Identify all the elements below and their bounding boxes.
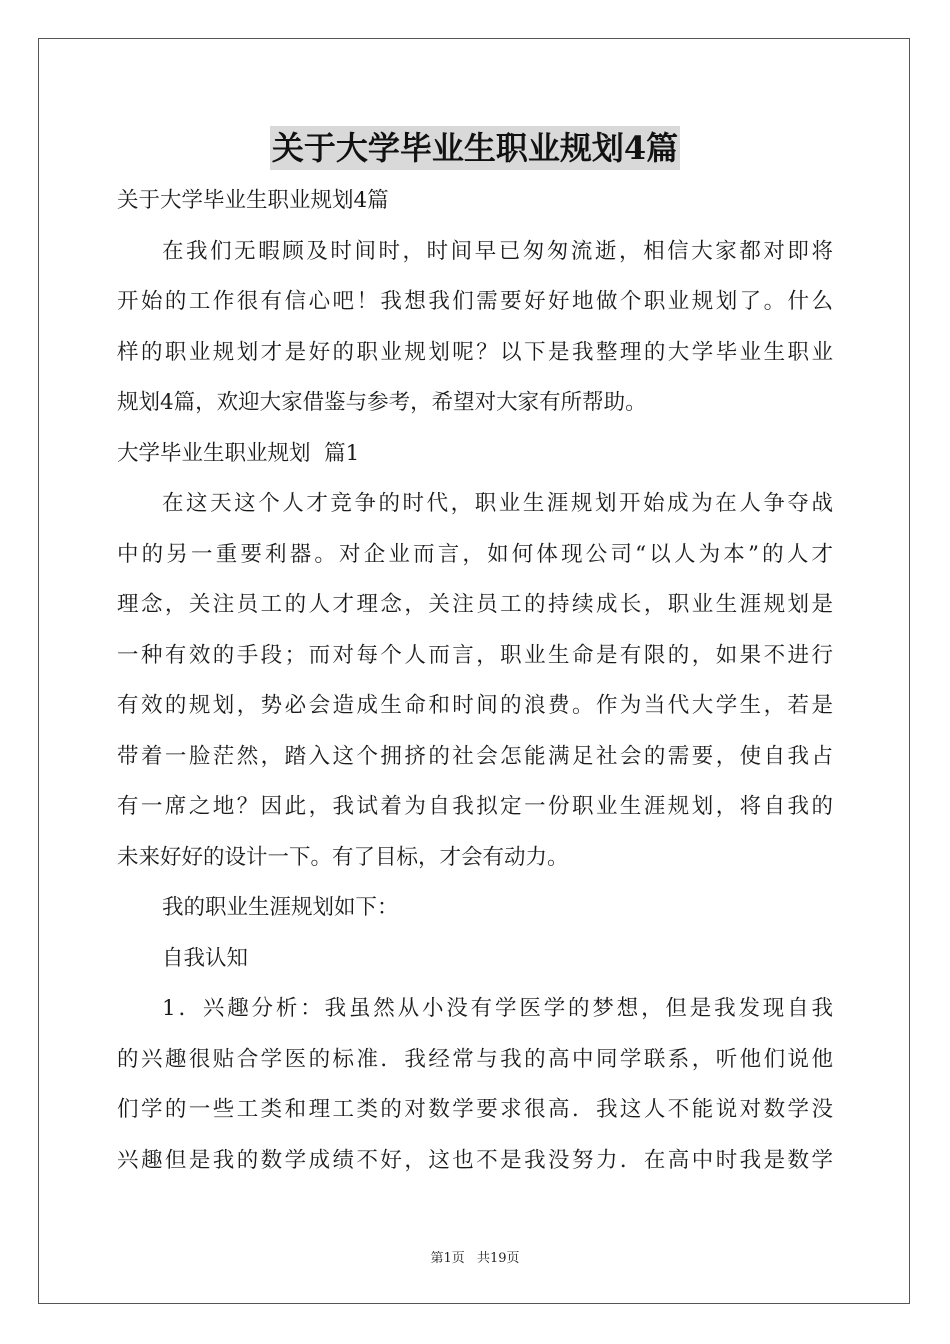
paragraph-line: 开始的工作很有信心吧！我想我们需要好好地做个职业规划了。什么: [117, 289, 833, 314]
paragraph-line: 规划4篇，欢迎大家借鉴与参考，希望对大家有所帮助。: [117, 390, 647, 415]
document-title: 关于大学毕业生职业规划4篇: [270, 126, 680, 170]
subsection-heading: 自我认知: [162, 945, 249, 971]
title-container: [0, 126, 950, 170]
paragraph-line: 在这天这个人才竞争的时代，职业生涯规划开始成为在人争夺战: [162, 491, 833, 516]
paragraph-line: 的兴趣很贴合学医的标准．我经常与我的高中同学联系，听他们说他: [117, 1046, 833, 1072]
page-footer: [0, 1247, 950, 1266]
paragraph-line: 带着一脸茫然，踏入这个拥挤的社会怎能满足社会的需要，使自我占: [117, 743, 833, 769]
document-body: [117, 176, 833, 1186]
paragraph-line: 一种有效的手段；而对每个人而言，职业生命是有限的，如果不进行: [117, 642, 833, 668]
paragraph-line: 未来好好的设计一下。有了目标，才会有动力。: [117, 844, 569, 870]
page-number: 第1页: [430, 1251, 465, 1266]
section-heading: 大学毕业生职业规划 篇1: [117, 440, 360, 466]
paragraph-line: 兴趣但是我的数学成绩不好，这也不是我没努力．在高中时我是数学: [117, 1147, 833, 1173]
paragraph-line: 样的职业规划才是好的职业规划呢？以下是我整理的大学毕业生职业: [117, 339, 833, 365]
page-total: 共19页: [476, 1251, 520, 1266]
paragraph-line: 1．兴趣分析：我虽然从小没有学医学的梦想，但是我发现自我: [162, 996, 833, 1021]
paragraph-line: 有效的规划，势必会造成生命和时间的浪费。作为当代大学生，若是: [117, 693, 833, 718]
subtitle-line: 关于大学毕业生职业规划4篇: [117, 188, 389, 213]
paragraph-line: 在我们无暇顾及时间时，时间早已匆匆流逝，相信大家都对即将: [162, 238, 833, 264]
paragraph-line: 中的另一重要利器。对企业而言，如何体现公司“以人为本”的人才: [117, 541, 833, 567]
paragraph-line: 理念，关注员工的人才理念，关注员工的持续成长，职业生涯规划是: [117, 592, 833, 617]
paragraph-line: 我的职业生涯规划如下：: [162, 895, 399, 920]
paragraph-line: 们学的一些工类和理工类的对数学要求很高．我这人不能说对数学没: [117, 1097, 833, 1122]
paragraph-line: 有一席之地？因此，我试着为自我拟定一份职业生涯规划，将自我的: [117, 794, 833, 819]
